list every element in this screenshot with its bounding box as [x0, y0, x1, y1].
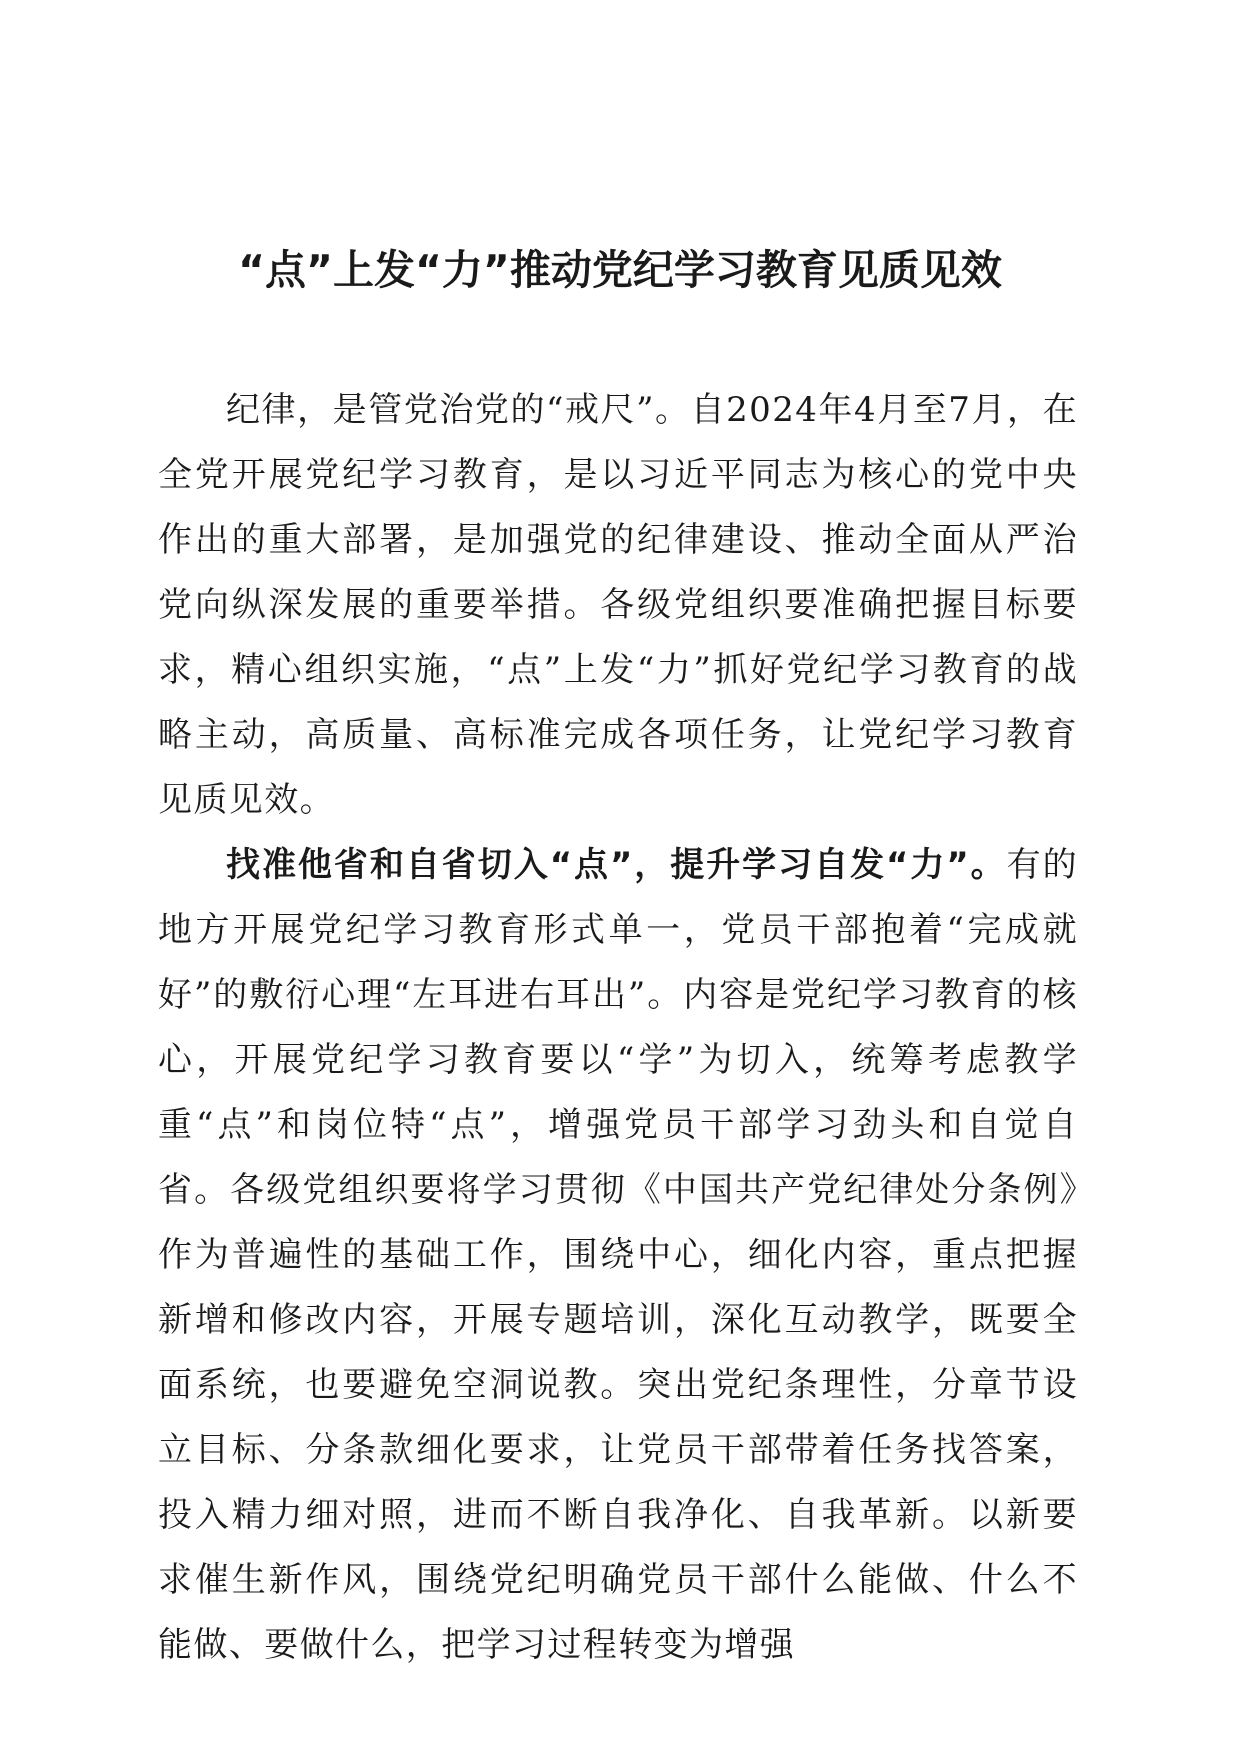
paragraph-intro	[158, 378, 1078, 833]
paragraph-section-1	[158, 833, 1078, 1678]
document-body	[158, 378, 1078, 1678]
paragraph-lead: 找准他省和自省切入“点”，提升学习自发“力”。	[226, 845, 1007, 885]
document-title: “点”上发“力”推动党纪学习教育见质见效	[238, 246, 1002, 294]
paragraph-text: 有的地方开展党纪学习教育形式单一，党员干部抱着“完成就好”的敷衍心理“左耳进右耳出”。内容是党纪学习教育的核心，开展党纪学习教育要以“学”为切入，统筹考虑教学重“点”和岗位特“点”，增强党员干部学习劲头和自觉自省。各级党组织要将学习贯彻《中国共产党纪律处分条例》作为普遍性的基础工作，围绕中心，细化内容，重点把握新增和修改内容，开展专题培训，深化互动教学，既要全面系统，也要避免空洞说教。突出党纪条理性，分章节设立目标、分条款细化要求，让党员干部带着任务找答案，投入精力细对照，进而不断自我净化、自我革新。以新要求催生新作风，围绕党纪明确党员干部什么能做、什么不能做、要做什么，把学习过程转变为增强	[158, 845, 1078, 1665]
paragraph-text: 纪律，是管党治党的“戒尺”。自2024年4月至7月，在全党开展党纪学习教育，是以习近平同志为核心的党中央作出的重大部署，是加强党的纪律建设、推动全面从严治党向纵深发展的重要举措。各级党组织要准确把握目标要求，精心组织实施，“点”上发“力”抓好党纪学习教育的战略主动，高质量、高标准完成各项任务，让党纪学习教育见质见效。	[158, 390, 1078, 820]
